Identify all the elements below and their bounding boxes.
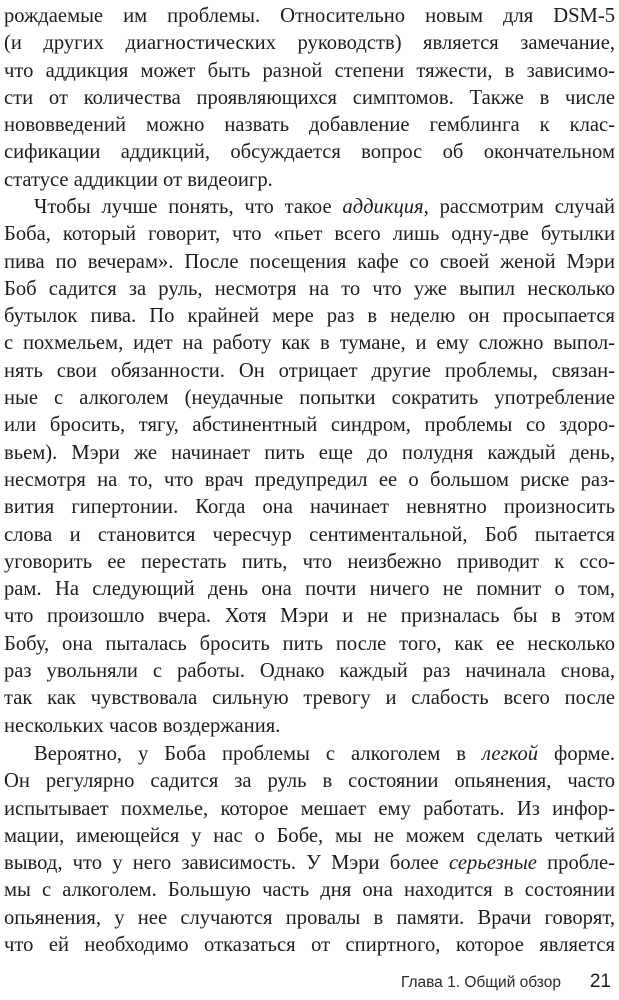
text-line: рождаемые им проблемы. Относительно новым для DSM-5 [4, 5, 615, 27]
page-number: 21 [589, 971, 611, 992]
text-line: что произошло вчера. Хотя Мэри и не призналась бы в этом [4, 605, 615, 628]
text-line: нововведений можно назвать добавление гемблинга к клас- [4, 114, 615, 137]
text-line: с похмельем, идет на работу как в тумане, и ему сложно выпол- [4, 332, 615, 355]
text-line: Боба, который говорит, что «пьет всего лишь одну-две бутылки [4, 223, 615, 246]
italic-term: серьезные [449, 852, 537, 875]
text-line: мации, имеющейся у нас о Бобе, мы не можем сделать четкий [4, 824, 615, 847]
page-footer [0, 971, 615, 995]
text-line: вития гипертонии. Когда она начинает невнятно произносить [4, 496, 615, 519]
italic-term: легкой [481, 743, 539, 765]
text-line: Боб садится за руль, несмотря на то что уже выпил несколько [4, 277, 615, 300]
text-line-first [4, 194, 615, 221]
text-line-first [4, 741, 615, 768]
text-line: раз увольняли с работы. Однако каждый раз начинала снова, [4, 660, 615, 683]
text-line: что ей необходимо отказаться от спиртного, которое является [4, 934, 615, 957]
text-run: , рассмотрим случай [423, 196, 615, 218]
text-run: форме. [538, 743, 615, 765]
text-line: так как чувствовала сильную тревогу и слабость всего после [4, 687, 615, 710]
text-line: несмотря на то, что врач предупредил ее о большом риске раз- [4, 468, 615, 491]
italic-term: аддикция [342, 196, 424, 218]
text-line: опьянения, у нее случаются провалы в памяти. Врачи говорят, [4, 906, 615, 929]
text-line: или бросить, тягу, абстинентный синдром, проблемы со здоро- [4, 414, 615, 437]
text-run: пробле- [536, 852, 615, 875]
text-line: что аддикция может быть разной степени тяжести, в зависимо- [4, 59, 615, 82]
text-line: (и других диагностических руководств) является замечание, [4, 32, 615, 55]
text-line: мы с алкоголем. Большую часть дня она находится в состоянии [4, 879, 615, 902]
text-line: уговорить ее перестать пить, что неизбежно приводит к ссо- [4, 550, 615, 573]
text-line: нять свои обязанности. Он отрицает другие проблемы, связан- [4, 359, 615, 382]
text-line: рам. На следующий день она почти ничего не помнит о том, [4, 578, 615, 601]
paragraph-2 [4, 194, 615, 740]
text-line: бутылок пива. По крайней мере раз в неделю он просыпается [4, 305, 615, 328]
text-line: слова и становится чересчур сентиментальной, Боб пытается [4, 523, 615, 546]
running-footer-chapter: Глава 1. Общий обзор [400, 974, 561, 991]
text-line: статусе аддикции от видеоигр. [4, 168, 273, 191]
text-line: ные с алкоголем (неудачные попытки сократить употребление [4, 387, 615, 410]
text-line [4, 850, 615, 877]
text-line: пива по вечерам». После посещения кафе со своей женой Мэри [4, 250, 615, 273]
text-run: вывод, что у него зависимость. У Мэри более [4, 852, 450, 875]
text-run: Чтобы лучше понять, что такое [34, 196, 343, 218]
text-line: Он регулярно садится за руль в состоянии опьянения, часто [4, 770, 615, 793]
text-line: испытывает похмелье, которое мешает ему работать. Из инфор- [4, 797, 615, 820]
text-line: сти от количества проявляющихся симптомов. Также в числе [4, 86, 615, 109]
paragraph-1 [4, 3, 615, 194]
text-line: нескольких часов воздержания. [4, 714, 281, 737]
paragraph-3 [4, 741, 615, 959]
text-run: Вероятно, у Боба проблемы с алкоголем в [34, 743, 482, 765]
text-line: Бобу, она пыталась бросить пить после того, как ее несколько [4, 632, 615, 655]
text-line: сификации аддикций, обсуждается вопрос об окончательном [4, 141, 615, 164]
text-line: вьем). Мэри же начинает пить еще до полудня каждый день, [4, 441, 615, 464]
